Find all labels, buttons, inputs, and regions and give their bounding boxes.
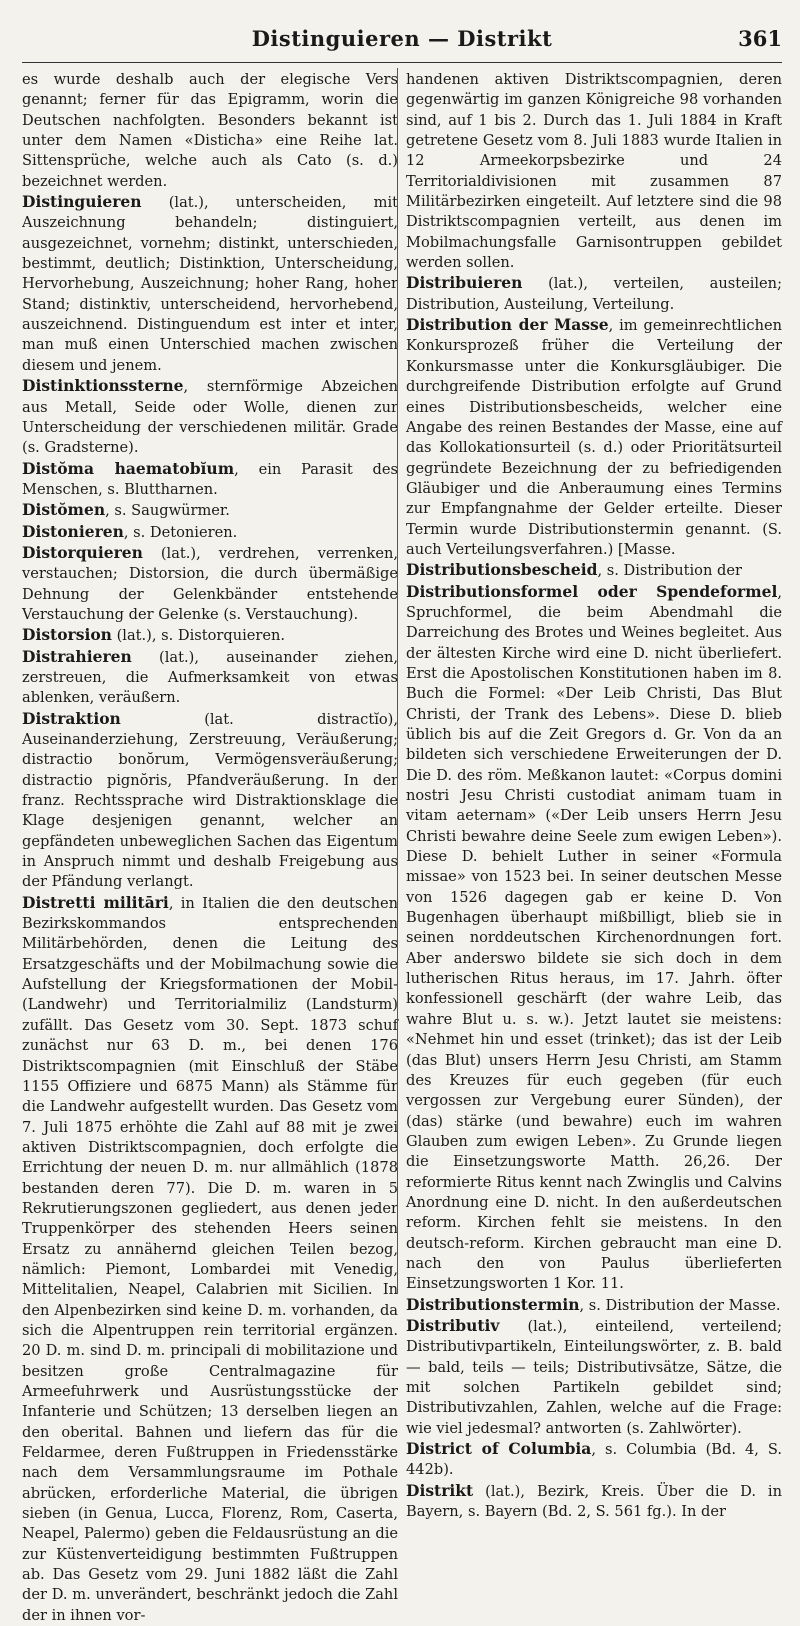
entry-definition: (lat.), einteilend, verteilend; Distributivpartikeln, Einteilungswörter, z. B. bald — bald, teils — teils; Distributivsätze, Sätze, die mit solchen Partikeln gebildet sind; Distributivzahlen, Zahlen, welche auf die Frage: wie viel jedesmal? antworten (s. Zahlwörter). [406, 1317, 782, 1437]
entry-definition: , ein Parasit des Menschen, s. Bluttharnen. [22, 460, 398, 498]
entry-headword: Distraktion [22, 708, 121, 728]
entry-distorsion [22, 625, 398, 646]
entry-distribution-der-masse [406, 315, 782, 560]
entry-definition: (lat.), verteilen, austeilen; Distribution, Austeilung, Verteilung. [406, 275, 782, 313]
entry-definition: (lat. distractĭo), Auseinanderziehung, Zerstreuung, Veräußerung; distractio bonŏrum, Vermögensveräußerung; distractio pignŏris, Pfandveräußerung. In der franz. Rechtssprache wird Distraktionsklage die Klage desjenigen genannt, welcher an gepfändeten unbeweglichen Sachen das Eigentum in Anspruch nimmt und deshalb Freigebung aus der Pfändung verlangt. [22, 710, 398, 891]
entry-headword: Distinktionssterne [22, 376, 184, 396]
entry-definition: (lat.), s. Distorquieren. [111, 627, 286, 645]
entry-headword: Distŏmen [22, 500, 106, 520]
entry-distribuieren [406, 273, 782, 315]
entry-definition: , im gemeinrechtlichen Konkursprozeß früher die Verteilung der Konkursmasse unter die Konkursgläubiger. Die durchgreifende Distribution erfolgte auf Grund eines Distributionsbescheids, welcher eine Angabe des reinen Bestandes der Masse, eine auf das Kollokationsurteil (s. d.) oder Prioritätsurteil gegründete Bezeichnung der zu befriedigenden Gläubiger und die Anberaumung eines Termins zur Empfangnahme der Gelder erteilte. Dieser Termin wurde Distributionstermin genannt. (S. auch Verteilungsverfahren.) [Masse. [406, 317, 782, 558]
entry-distorquieren [22, 543, 398, 625]
entry-definition: , s. Distribution der [597, 562, 742, 580]
entry-headword: Distinguieren [22, 192, 142, 212]
entry-headword: Distributionstermin [406, 1294, 580, 1314]
entry-distraktion [22, 709, 398, 893]
entry-headword: Distribuieren [406, 273, 523, 293]
running-head: Distinguieren — Distrikt [251, 26, 553, 51]
entry-headword: District of Columbia [406, 1439, 592, 1459]
entry-headword: Distributionsformel oder Spendeformel [406, 581, 778, 601]
entry-distributionsformel [406, 582, 782, 1295]
entry-definition: (lat.), Bezirk, Kreis. Über die D. in Bayern, s. Bayern (Bd. 2, S. 561 fg.). In der [406, 1482, 782, 1521]
entry-definition: , in Italien die den deutschen Bezirkskommandos entsprechenden Militärbehörden, denen die Leitung des Ersatzgeschäfts und der Mobilmachung sowie die Aufstellung der Kriegsformationen der Mobil- (Landwehr) und Territorialmiliz (Landsturm) zufällt. Das Gesetz vom 30. Sept. 1873 schuf zunächst nur 63 D. m., bei denen 176 Distriktscompagnien (mit Einschluß der Stäbe 1155 Offiziere und 6875 Mann) als Stämme für die Landwehr aufgestellt wurden. Das Gesetz vom 7. Juli 1875 erhöhte die Zahl auf 88 mit je zwei aktiven Distriktscompagnien, doch erfolgte die Errichtung der neuen D. m. nur allmählich (1878 bestanden deren 77). Die D. m. waren in 5 Rekrutierungszonen gegliedert, aus denen jeder Truppenkörper des stehenden Heers seinen Ersatz zu annähernd gleichen Teilen bezog, nämlich: Piemont, Lombardei mit Venedig, Mittelitalien, Neapel, Calabrien mit Sicilien. In den Alpenbezirken sind keine D. m. vorhanden, da sich die Alpentruppen rein territorial ergänzen. 20 D. m. sind D. m. principali di mobilitazione und besitzen große Centralmagazine für Armeefuhrwerk und Ausrüstungsstücke der Infanterie und Schützen; 13 derselben liegen an den oberital. Bahnen und liefern das für die Feldarmee, deren Fußtruppen in Friedensstärke nach dem Versammlungsraume im Pothale abrücken, erforderliche Material, die übrigen sieben (in Genua, Lucca, Florenz, Rom, Caserta, Neapel, Palermo) geben die Feldausrüstung an die zur Küstenverteidigung bestimmten Fußtruppen ab. Das Gesetz vom 29. Juni 1882 läßt die Zahl der D. m. unverändert, beschränkt jedoch die Zahl der in ihnen vor- [22, 894, 399, 1624]
entry-distrikt [406, 1481, 782, 1523]
entry-distinktionssterne [22, 376, 398, 458]
entry-distributiv [406, 1316, 782, 1439]
entry-definition: , s. Detonieren. [123, 523, 238, 541]
entry-definition: , sternförmige Abzeichen aus Metall, Seide oder Wolle, dienen zur Unterscheidung der verschiedenen militär. Grade (s. Gradsterne). [22, 378, 398, 457]
entry-definition: , s. Saugwürmer. [105, 502, 230, 520]
entry-headword: Distonieren [22, 521, 124, 541]
entry-headword: Distorsion [22, 625, 112, 645]
entry-headword: Distrikt [406, 1480, 474, 1500]
entry-distrahieren [22, 647, 398, 709]
page-number: 361 [738, 26, 782, 51]
entry-distretti-militari [22, 893, 398, 1626]
column-divider [397, 68, 398, 1294]
entry-distretti-continued: handenen aktiven Distriktscompagnien, deren gegenwärtig im ganzen Königreiche 98 vorhanden sind, auf 1 bis 2. Durch das 1. Juli 1884 in Kraft getretene Gesetz vom 8. Juli 1883 wurde Italien in 12 Armeekorpsbezirke und 24 Territorialdivisionen mit zusammen 87 Militärbezirken eingeteilt. Auf letztere sind die 98 Distriktscompagnien verteilt, aus denen im Mobilmachungsfalle Garnisontruppen gebildet werden sollen. [406, 71, 782, 272]
entry-headword: Distributionsbescheid [406, 560, 598, 580]
entry-definition: (lat.), auseinander ziehen, zerstreuen, die Aufmerksamkeit von etwas ablenken, veräußern. [22, 648, 398, 707]
entry-headword: Distributiv [406, 1315, 500, 1335]
entry-distinguieren [22, 192, 398, 376]
entry-definition: , s. Distribution der Masse. [579, 1296, 781, 1314]
header-rule [22, 62, 782, 63]
entry-headword: Distretti militāri [22, 892, 169, 912]
entry-definition: (lat.), verdrehen, verrenken, verstauchen; Distorsion, die durch übermäßige Dehnung der Gelenkbänder entstehende Verstauchung der Gelenke (s. Verstauchung). [22, 544, 398, 623]
entry-district-of-columbia [406, 1439, 782, 1481]
entry-definition: , s. Columbia (Bd. 4, S. 442b). [406, 1441, 782, 1479]
page-header [22, 26, 782, 62]
entry-distributionstermin [406, 1295, 782, 1316]
entry-elegische-vers: es wurde deshalb auch der elegische Vers genannt; ferner für das Epigramm, worin die Deutschen nachfolgten. Besonders bekannt ist unter dem Namen «Disticha» eine Reihe lat. Sittensprüche, welche auch als Cato (s. d.) bezeichnet werden. [22, 71, 398, 190]
entry-distributionsbescheid [406, 560, 782, 581]
entry-headword: Distorquieren [22, 542, 143, 562]
entry-definition: (lat.), unterscheiden, mit Auszeichnung behandeln; distinguiert, ausgezeichnet, vornehm; distinkt, unterschieden, bestimmt, deutlich; Distinktion, Unterscheidung, Hervorhebung, Auszeichnung; hoher Rang, hoher Stand; distinktiv, unterscheidend, hervorhebend, auszeichnend. Distinguendum est inter et inter, man muß einen Unterschied machen zwischen diesem und jenem. [22, 194, 398, 374]
entry-headword: Distribution der Masse [406, 315, 609, 335]
entry-distonieren [22, 522, 398, 543]
left-column [22, 70, 398, 1626]
entry-headword: Distŏma haematobĭum [22, 458, 235, 478]
entry-distomen [22, 500, 398, 521]
entry-definition: , Spruchformel, die beim Abendmahl die Darreichung des Brotes und Weines begleitet. Aus der ältesten Kirche wird eine D. nicht überliefert. Erst die Apostolischen Konstitutionen haben im 8. Buch die Formel: «Der Leib Christi, Das Blut Christi, der Trank des Lebens». Diese D. blieb üblich bis auf die Zeit Gregors d. Gr. Von da an bildeten sich verschiedene Erweiterungen der D. Die D. des röm. Meßkanon lautet: «Corpus domini nostri Jesu Christi custodiat animam tuam in vitam aeternam» («Der Leib unsers Herrn Jesu Christi bewahre deine Seele zum ewigen Leben»). Diese D. behielt Luther in seiner «Formula missae» von 1523 bei. In seiner deutschen Messe von 1526 dagegen gab er keine D. Von Bugenhagen überhaupt mißbilligt, blieb sie in seinen norddeutschen Kirchenordnungen fort. Aber anderswo bildete sie sich doch in dem lutherischen Ritus heraus, im 17. Jahrh. öfter konfessionell geschärft (der wahre Leib, das wahre Blut u. s. w.). Jetzt lautet sie meistens: «Nehmet hin und esset (trinket); das ist der Leib (das Blut) unsers Herrn Jesu Christi, am Stamm des Kreuzes für euch gegeben (für euch vergossen zur Vergebung eurer Sünden), der (das) stärke (und bewahre) euch im wahren Glauben zum ewigen Leben». Zu Grunde liegen die Einsetzungsworte Matth. 26,26. Der reformierte Ritus kennt nach Zwinglis und Calvins Anordnung eine D. nicht. In den außerdeutschen reform. Kirchen fehlt sie meistens. In den deutsch-reform. Kirchen gebraucht man eine D. nach den von Paulus überlieferten Einsetzungsworten 1 Kor. 11. [406, 583, 782, 1293]
entry-distoma-haematobium [22, 459, 398, 501]
entry-headword: Distrahieren [22, 646, 132, 666]
